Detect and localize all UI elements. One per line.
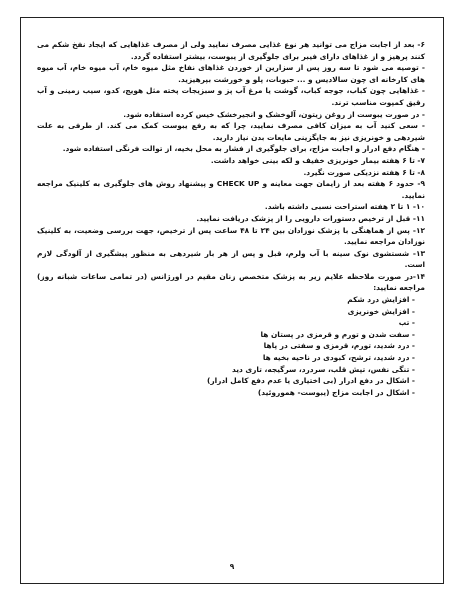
- paragraph-drink-water: - سعی کنید آب به میزان کافی مصرف نمایید، چرا که به رفع یبوست کمک می کند. از طرفی به علت شیردهی و خونریزی نیز به جایگزینی مایعات بدن نیاز دارید.: [37, 121, 425, 142]
- page-number: ۹: [229, 562, 235, 571]
- paragraph-12: ۱۲- پس از هماهنگی با پزشک نوزادان بین ۲۴ تا ۴۸ ساعت پس از ترخیص، جهت بررسی وضعیت، به کلینیک نوزادان مراجعه نمایید.: [37, 225, 425, 247]
- list-item: - تنگی نفس، تپش قلب، سردرد، سرگیجه، تاری دید: [231, 364, 415, 374]
- paragraph-9: ۹- حدود ۶ هفته بعد از زایمان جهت معاینه و CHECK UP و پیشنهاد روش های جلوگیری به کلینیک مراجعه نمایید.: [37, 179, 425, 200]
- document-body: [37, 39, 425, 398]
- symptom-list: [37, 294, 425, 398]
- list-item: - افزایش درد شکم: [347, 295, 415, 305]
- paragraph-8: ۸- تا ۶ هفته نزدیکی صورت نگیرد.: [303, 167, 425, 177]
- list-item: - درد شدید، تورم، قرمزی و سفتی در پاها: [263, 341, 415, 351]
- paragraph-11: ۱۱- قبل از ترخیص دستورات دارویی را از پزشک دریافت نمایید.: [196, 213, 425, 223]
- paragraph-constipation: - در صورت یبوست از روغن زیتون، آلوخشک و انجیرخشک خیس کرده استفاده شود.: [123, 109, 425, 119]
- list-item: - تب: [398, 318, 415, 328]
- list-item: - سفت شدن و تورم و قرمزی در پستان ها: [260, 329, 415, 339]
- paragraph-7: ۷- تا ۶ هفته بیمار خونریزی خفیف و لکه بینی خواهد داشت.: [210, 155, 425, 165]
- list-item: - اشکال در دفع ادرار (بی اختیاری یا عدم دفع کامل ادرار): [206, 376, 415, 386]
- list-item: - افزایش خونریزی: [347, 306, 415, 316]
- paragraph-10: ۱۰- ۱ تا ۲ هفته استراحت نسبی داشته باشد.: [264, 202, 425, 212]
- paragraph-toilet: - هنگام دفع ادرار و اجابت مزاج، برای جلوگیری از فشار به محل بخیه، از توالت فرنگی استفاده شود.: [62, 144, 425, 154]
- paragraph-suitable-foods: - غذاهایی چون کباب، جوجه کباب، گوشت یا مرغ آب پز و سبزیجات پخته مثل هویج، کدو، سیب زمینی و آب رقیق کمپوت مناسب ترند.: [37, 86, 425, 107]
- page-frame: [20, 17, 444, 584]
- paragraph-6: ۶- بعد از اجابت مزاج می توانید هر نوع غذایی مصرف نمایید ولی از مصرف غذاهایی که ایجاد نفخ شکم می کنند پرهیز و از غذاهای دارای فیبر برای جلوگیری از یبوست، بیشتر استفاده گردد.: [37, 40, 425, 61]
- list-item: - درد شدید، ترشح، کبودی در ناحیه بخیه ها: [262, 353, 415, 363]
- paragraph-14: ۱۴-در صورت ملاحظه علایم زیر به پزشک متخصص زنان مقیم در اورژانس (در تمامی ساعات شبانه روز) مراجعه نمایید:: [37, 271, 425, 293]
- paragraph-13: ۱۳- شستشوی نوک سینه با آب ولرم، قبل و پس از هر بار شیردهی به منظور پیشگیری از آلودگی لازم است.: [37, 248, 425, 270]
- paragraph-avoid-gassy-foods: - توصیه می شود تا سه روز پس از سزارین از خوردن غذاهای نفاخ مثل میوه خام، آب میوه خام، آب میوه های کارخانه ای چون سالادیس و ... حبوبات، پلو و خورشت بپرهیزید.: [37, 63, 425, 84]
- list-item: - اشکال در اجابت مزاج (یبوست- هموروئید): [257, 387, 415, 397]
